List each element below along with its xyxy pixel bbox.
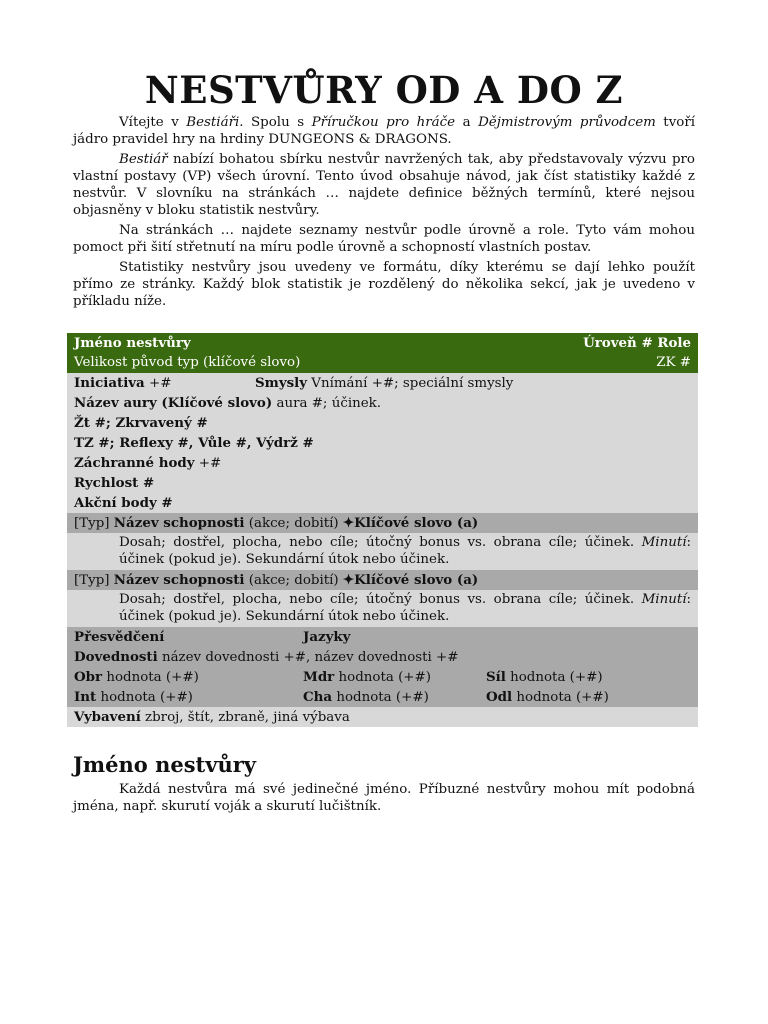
intro-p1-text-d: tvoří jádro pravidel hry na hrdiny DUNGEONS & DRAGONS. xyxy=(73,115,696,147)
power-1-description xyxy=(67,533,698,570)
initiative-value: +# xyxy=(144,376,172,391)
alignment-row xyxy=(67,627,698,647)
intro-p1-bestiar: Bestiáři xyxy=(186,115,240,130)
str-label: Obr xyxy=(74,669,103,685)
power-1-keyword: ✦Klíčové slovo (a) xyxy=(342,515,479,531)
cha-label: Cha xyxy=(303,689,333,705)
intro-paragraph-1 xyxy=(73,114,695,148)
skills-row xyxy=(67,647,698,667)
equipment-row xyxy=(67,707,698,727)
initiative-row xyxy=(67,373,698,393)
odl-value: hodnota (+#) xyxy=(512,690,609,705)
intro-p2-text: nabízí bohatou sbírku nestvůr navržených tak, aby představovaly výzvu pro vlastní postavy (VP) všech úrovní. Tento úvod obsahuje návod, jak číst statistiky každé z nestvůr. V slovníku na stránkách … najdete definice běžných termínů, které nejsou objasněny v bloku statistik nestvůry. xyxy=(73,152,695,218)
intro-p2-bestiar: Bestiář xyxy=(119,152,168,167)
aura-value: aura #; účinek. xyxy=(272,396,382,411)
aura-row xyxy=(67,393,698,413)
intro-p1-dejmistr: Dějmistrovým průvodcem xyxy=(478,115,656,130)
equipment-value: zbroj, štít, zbraně, jiná výbava xyxy=(140,710,350,725)
saves-value: +# xyxy=(194,456,222,471)
power-1-desc-a: Dosah; dostřel, plocha, nebo cíle; útočný bonus vs. obrana cíle; účinek. xyxy=(119,535,642,550)
senses-value: Vnímání +#; speciální smysly xyxy=(307,376,514,391)
hp-row xyxy=(67,413,698,433)
power-1-header xyxy=(67,513,698,533)
power-1-name: Název schopnosti xyxy=(113,515,245,531)
initiative-label: Iniciativa xyxy=(74,375,145,391)
stat-header-name-row xyxy=(67,333,698,353)
stat-block xyxy=(67,333,698,727)
defenses-row xyxy=(67,433,698,453)
monster-name: Jméno nestvůry xyxy=(74,335,191,351)
page-title: NESTVŮRY OD A DO Z xyxy=(144,68,624,112)
power-2-name: Název schopnosti xyxy=(113,572,245,588)
intro-p1-prirucka: Příručkou pro hráče xyxy=(311,115,456,130)
sil-label: Síl xyxy=(486,669,506,685)
power-1-usage: (akce; dobití) xyxy=(244,516,343,531)
wis xyxy=(303,667,431,688)
hp-label: Žt #; Zkrvavený # xyxy=(74,415,208,431)
section-paragraph: Každá nestvůra má své jedinečné jméno. Příbuzné nestvůry mohou mít podobná jména, např. skurutí voják a skurutí lučištník. xyxy=(73,782,695,814)
power-1-type: [Typ] xyxy=(74,516,110,531)
equipment-label: Vybavení xyxy=(74,709,141,725)
power-2-header xyxy=(67,570,698,590)
skills-label: Dovednosti xyxy=(74,649,158,665)
action-points-row xyxy=(67,493,698,513)
intro-p1-text-b: . Spolu s xyxy=(239,115,312,130)
defenses-label: TZ #; Reflexy #, Vůle #, Výdrž # xyxy=(74,435,314,451)
power-2-desc-miss: Minutí xyxy=(641,592,687,607)
odl xyxy=(486,687,609,708)
int-value: hodnota (+#) xyxy=(96,690,193,705)
cha-value: hodnota (+#) xyxy=(332,690,429,705)
speed-label: Rychlost # xyxy=(74,475,155,491)
intro-p1-text-a: Vítejte v xyxy=(119,115,187,130)
power-2-description xyxy=(67,590,698,627)
abilities-row-2 xyxy=(67,687,698,707)
alignment-label: Přesvědčení xyxy=(74,629,165,645)
languages-label: Jazyky xyxy=(303,629,351,645)
intro-paragraph-2 xyxy=(73,151,695,219)
intro-paragraph-3: Na stránkách … najdete seznamy nestvůr podle úrovně a role. Tyto vám mohou pomoct při šití střetnutí na míru podle úrovně a schopností vlastních postav. xyxy=(73,223,695,255)
action-points-label: Akční body # xyxy=(74,495,173,511)
xp-value: ZK # xyxy=(656,355,691,370)
power-2-desc-a: Dosah; dostřel, plocha, nebo cíle; útočný bonus vs. obrana cíle; účinek. xyxy=(119,592,642,607)
intro-p1-text-c: a xyxy=(455,115,479,130)
cha xyxy=(303,687,429,708)
section-heading: Jméno nestvůry xyxy=(73,752,256,777)
wis-value: hodnota (+#) xyxy=(334,670,431,685)
speed-row xyxy=(67,473,698,493)
odl-label: Odl xyxy=(486,689,513,705)
str-value: hodnota (+#) xyxy=(102,670,199,685)
saves-row xyxy=(67,453,698,473)
power-2-keyword: ✦Klíčové slovo (a) xyxy=(342,572,479,588)
power-2-desc-b: : účinek (pokud je). Sekundární útok nebo účinek. xyxy=(119,592,691,624)
power-1-desc-miss: Minutí xyxy=(641,535,687,550)
aura-label: Název aury (Klíčové slovo) xyxy=(74,395,273,411)
sil xyxy=(486,667,603,688)
level-role: Úroveň # Role xyxy=(583,335,691,351)
power-2-type: [Typ] xyxy=(74,573,110,588)
wis-label: Mdr xyxy=(303,669,335,685)
intro-text xyxy=(73,114,695,313)
size-origin-type: Velikost původ typ (klíčové slovo) xyxy=(74,355,301,370)
saves-label: Záchranné hody xyxy=(74,455,195,471)
skills-value: název dovednosti +#, název dovednosti +# xyxy=(157,650,459,665)
senses-label: Smysly xyxy=(255,375,308,391)
intro-paragraph-4: Statistiky nestvůry jsou uvedeny ve formátu, díky kterému se dají lehko použít přímo ze stránky. Každý blok statistik je rozdělený do několika sekcí, jak je uvedeno v příkladu níže. xyxy=(73,260,695,309)
abilities-row-1 xyxy=(67,667,698,687)
power-2-usage: (akce; dobití) xyxy=(244,573,343,588)
stat-header-type-row xyxy=(67,353,698,373)
int-label: Int xyxy=(74,689,97,705)
senses xyxy=(255,373,513,394)
sil-value: hodnota (+#) xyxy=(505,670,603,685)
power-1-desc-b: : účinek (pokud je). Sekundární útok nebo účinek. xyxy=(119,535,691,567)
